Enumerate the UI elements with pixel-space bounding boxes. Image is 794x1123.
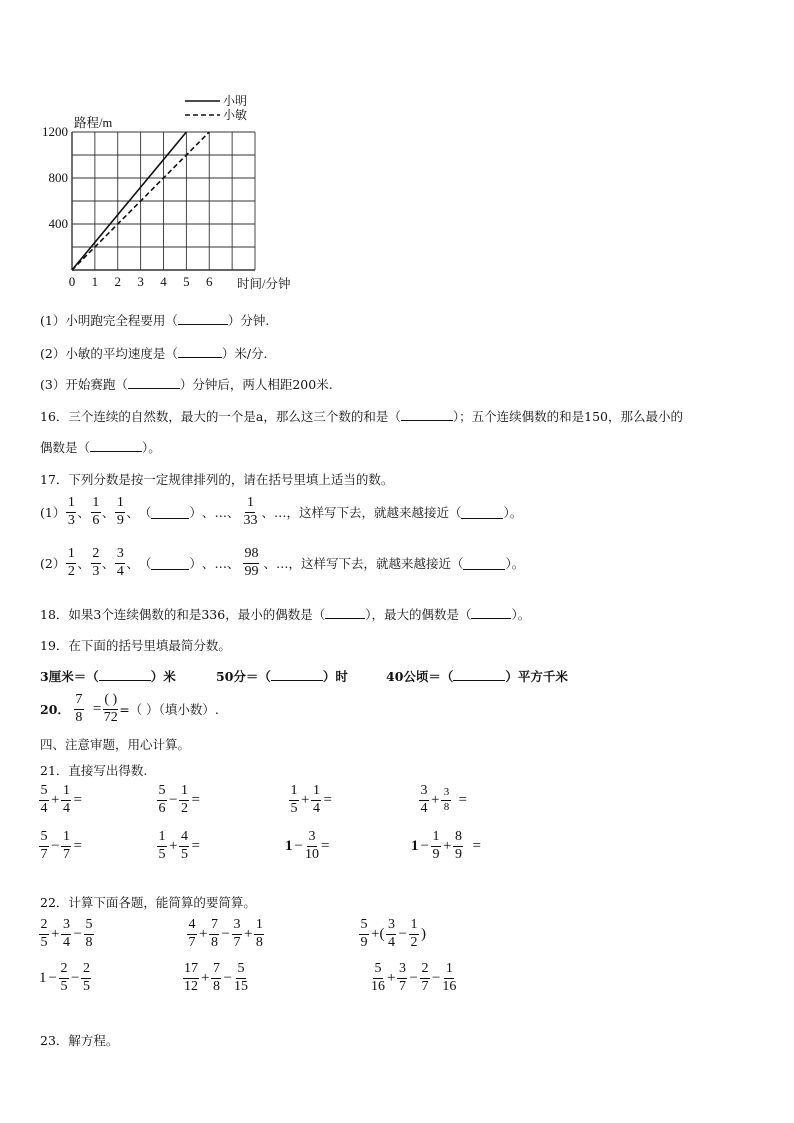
operator: +	[201, 969, 210, 986]
chart-legend	[185, 94, 247, 122]
operator: =	[458, 791, 467, 808]
q15-part1-text: (1）小明跑完全程要用（	[40, 313, 178, 328]
q21-expr-2	[156, 784, 201, 816]
q15-part3	[40, 375, 333, 393]
q15-part1	[40, 311, 269, 329]
q18-text-2: ），最大的偶数是（	[365, 607, 472, 622]
operator: =	[73, 791, 82, 808]
operator: −	[420, 837, 429, 854]
q18-text-3: ）。	[511, 607, 531, 622]
q15-part2	[40, 344, 268, 362]
fraction: $\frac{1}{5}$	[290, 783, 298, 816]
answer-blank[interactable]	[151, 557, 189, 570]
operator: =	[191, 837, 200, 854]
fraction: $\frac{98}{99}$	[244, 545, 259, 579]
operator: −	[294, 837, 303, 854]
operator: −	[398, 925, 407, 942]
fraction: $\frac{2}{5}$	[40, 917, 48, 950]
fraction: $\frac{3}{7}$	[233, 917, 241, 950]
operator: −	[221, 925, 230, 942]
fraction: $\frac{3}{4}$	[420, 783, 428, 816]
fraction: $\frac{1}{5}$	[158, 829, 166, 862]
operator: +	[243, 925, 253, 942]
operator: +	[301, 791, 310, 808]
q16-text: 16．三个连续的自然数，最大的一个是a，那么这三个数的和是（	[40, 409, 401, 424]
x-tick-label: 3	[137, 274, 144, 289]
operator: −	[70, 969, 80, 986]
fraction: $\frac{17}{12}$	[184, 961, 198, 994]
fraction: $\frac{8}{9}$	[454, 829, 462, 862]
answer-blank[interactable]	[453, 668, 505, 681]
operator: +	[199, 925, 208, 942]
operator: =	[73, 837, 82, 854]
operator: −	[431, 969, 441, 986]
q15-part3-tail: ）分钟后，两人相距200米.	[179, 377, 333, 392]
operator: −	[73, 925, 82, 942]
answer-blank[interactable]	[178, 312, 228, 325]
q19-item2: 50分＝（ ）时	[216, 669, 348, 684]
fraction: $\frac{3}{4}$	[62, 917, 70, 950]
q15-part1-tail: ）分钟.	[227, 313, 270, 328]
section-4-heading: 四、注意审题，用心计算。	[40, 737, 191, 752]
fraction: $\frac{2}{5}$	[60, 961, 68, 994]
fraction: $\frac{1}{4}$	[312, 783, 320, 816]
q15-part2-tail: ）米/分.	[221, 346, 268, 361]
fraction: $\frac{3}{8}$	[441, 787, 451, 813]
q15-part2-text: (2）小敏的平均速度是（	[40, 346, 178, 361]
q16-text-3: 偶数是（	[40, 440, 91, 455]
answer-blank[interactable]	[178, 345, 222, 358]
operator: =	[323, 791, 332, 808]
q20-number: 20．	[40, 702, 70, 717]
operator: +	[169, 837, 178, 854]
fraction: $\frac{1}{4}$	[62, 783, 70, 816]
distance-time-chart	[30, 85, 330, 300]
fraction: $\frac{2}{5}$	[82, 961, 90, 994]
operator: 1	[39, 969, 47, 986]
x-tick-label: 6	[206, 274, 213, 289]
fraction: $\frac{3}{4}$	[116, 545, 124, 579]
q21-expr-8	[410, 830, 482, 862]
operator: +	[442, 837, 452, 854]
q21-expr-4	[418, 784, 468, 816]
answer-blank[interactable]	[463, 557, 505, 570]
fraction: $\frac{2}{3}$	[92, 545, 100, 579]
fraction: $\frac{1}{33}$	[243, 494, 258, 528]
fraction: $\frac{2}{7}$	[421, 961, 429, 994]
operator: +	[51, 791, 60, 808]
q18-text: 18．如果3个连续偶数的和是336，最小的偶数是（	[40, 607, 326, 622]
operator: −	[51, 837, 60, 854]
fraction: $\frac{4}{7}$	[188, 917, 196, 950]
legend-label: 小敏	[223, 108, 248, 122]
y-tick-label: 800	[48, 170, 68, 185]
fraction: $\frac{3}{7}$	[398, 961, 406, 994]
q23-title: 23．解方程。	[40, 1033, 119, 1048]
fraction: $\frac{1}{8}$	[255, 917, 263, 950]
fraction: $\frac{3}{4}$	[387, 917, 395, 950]
q16-text-4: ）。	[142, 440, 161, 455]
fraction: $\frac{1}{6}$	[92, 494, 100, 528]
q21-expr-5	[38, 830, 83, 862]
chart-ticks	[42, 116, 291, 291]
q22-expr-1	[38, 918, 95, 950]
q22-title: 22．计算下面各题，能简算的要简算。	[40, 895, 256, 910]
q20	[40, 690, 219, 728]
operator: =	[472, 837, 481, 854]
operator: =	[92, 700, 102, 717]
fraction: $\frac{1}{7}$	[62, 829, 70, 862]
q19-item1: 3厘米＝（ ）米	[40, 669, 176, 684]
q22-expr-6	[370, 962, 457, 994]
fraction: $\frac{3}{10}$	[304, 829, 319, 862]
q19-title: 19．在下面的括号里填最简分数。	[40, 638, 231, 653]
fraction: $\frac{5}{9}$	[360, 917, 368, 950]
operator: +	[51, 925, 60, 942]
fraction: $\frac{1}{2}$	[67, 545, 75, 579]
fraction: $\frac{1}{16}$	[442, 961, 457, 994]
answer-blank[interactable]	[401, 408, 453, 421]
q15-part3-text: (3）开始赛跑（	[40, 377, 128, 392]
y-tick-label: 1200	[42, 124, 68, 139]
operator: +	[387, 969, 396, 986]
q16-text-2: ）；五个连续偶数的和是150，那么最小的	[452, 409, 683, 424]
q17-part1: (1） $\frac{1}{3}$ 、 $\frac{1}{6}$ 、 $\frac{1}{9}$ 、 （ ） 、 … 、 $\frac{1}{33}$ 、 … ，这样写下去，就越来越接近（ ）。	[40, 494, 523, 528]
q22-expr-4	[38, 962, 92, 994]
q21-expr-1	[38, 784, 83, 816]
fraction: $\frac{7}{8}$	[75, 691, 83, 725]
x-tick-label: 1	[91, 274, 99, 289]
fraction: $\frac{5}{4}$	[40, 783, 48, 816]
x-tick-label: 5	[183, 274, 190, 289]
q16-line2	[40, 438, 161, 456]
operator: 1	[411, 837, 419, 854]
operator: )	[420, 925, 426, 942]
q18	[40, 605, 530, 623]
fraction: $\frac{4}{5}$	[180, 829, 188, 862]
operator: +	[431, 791, 440, 808]
operator: −	[409, 969, 418, 986]
operator: −	[223, 969, 232, 986]
answer-blank[interactable]	[151, 506, 189, 519]
q21-title: 21．直接写出得数.	[40, 763, 148, 778]
operator: =	[191, 791, 200, 808]
x-tick-label: 0	[68, 274, 76, 289]
fraction: $\frac{1}{2}$	[410, 917, 418, 950]
q21-expr-7	[284, 830, 330, 862]
fraction: $\frac{1}{2}$	[180, 783, 188, 816]
q21-expr-3	[288, 784, 333, 816]
q17-part1-label: (1）	[40, 505, 66, 520]
q19-item3: 40公顷＝（ ）平方千米	[386, 669, 568, 684]
fraction: $\frac{7}{8}$	[212, 961, 220, 994]
operator: −	[48, 969, 57, 986]
q16-line1	[40, 407, 683, 425]
answer-blank[interactable]	[325, 606, 365, 619]
q22-expr-5	[182, 962, 249, 994]
x-axis-label: 时间/分钟	[237, 277, 291, 291]
fraction: $\frac{5}{6}$	[158, 783, 166, 816]
q22-expr-2	[186, 918, 265, 950]
chart-grid	[72, 132, 255, 270]
operator: +(	[371, 925, 385, 942]
operator: −	[169, 791, 178, 808]
y-tick-label: 400	[48, 216, 68, 231]
x-tick-label: 4	[160, 274, 167, 289]
answer-blank[interactable]	[271, 668, 323, 681]
fraction: $\frac{1}{9}$	[432, 829, 440, 862]
q17-title: 17．下列分数是按一定规律排列的，请在括号里填上适当的数。	[40, 472, 394, 487]
fraction: $\frac{5}{8}$	[85, 917, 93, 950]
fraction: $\frac{( )}{72}$	[103, 691, 118, 725]
fraction: $\frac{5}{7}$	[40, 829, 48, 862]
y-axis-label: 路程/m	[74, 116, 113, 130]
q17-part2: (2） $\frac{1}{2}$ 、 $\frac{2}{3}$ 、 $\frac{3}{4}$ 、 （ ） 、 … 、 $\frac{98}{99}$ 、 … ，这样写下去，就越来越接近（ ）。	[40, 545, 525, 579]
answer-blank[interactable]	[99, 668, 151, 681]
answer-blank[interactable]	[90, 439, 142, 452]
x-tick-label: 2	[114, 274, 121, 289]
fraction: $\frac{5}{15}$	[233, 961, 248, 994]
answer-blank[interactable]	[128, 376, 180, 389]
fraction: $\frac{7}{8}$	[210, 917, 218, 950]
operator: =	[320, 837, 330, 854]
q21-expr-6	[156, 830, 201, 862]
q20-tail: =（ ）（填小数）.	[119, 702, 219, 717]
q22-expr-3	[358, 918, 427, 950]
q17-part2-label: (2）	[40, 556, 66, 571]
fraction: $\frac{5}{16}$	[371, 961, 385, 994]
legend-label: 小明	[223, 94, 248, 108]
fraction: $\frac{1}{3}$	[67, 494, 75, 528]
answer-blank[interactable]	[461, 506, 503, 519]
fraction: $\frac{1}{9}$	[116, 494, 124, 528]
operator: 1	[285, 837, 293, 854]
answer-blank[interactable]	[471, 606, 511, 619]
